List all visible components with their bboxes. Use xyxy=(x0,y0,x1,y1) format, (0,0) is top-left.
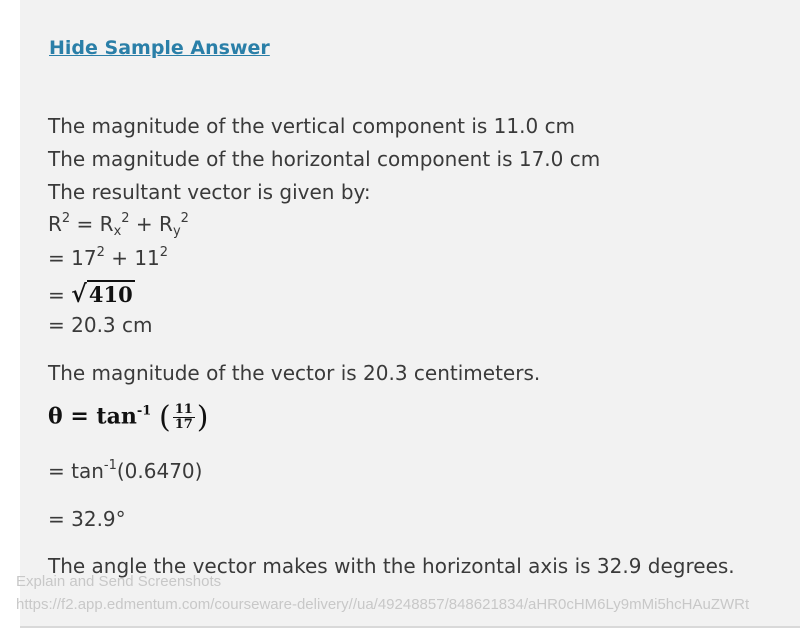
angle-value: = 32.9° xyxy=(48,507,126,531)
theta-equation: $\theta = \tan^{-1}$ ( $\frac{11}{17}$ ) xyxy=(48,400,209,435)
conclusion-text: The angle the vector makes with the horizontal axis is 32.9 degrees. xyxy=(48,554,735,578)
screenshot-caption-overlay: Explain and Send Screenshots xyxy=(16,573,222,590)
vertical-component-text: The magnitude of the vertical component is 11.0 cm xyxy=(48,114,576,138)
url-overlay: https://f2.app.edmentum.com/courseware-delivery//ua/49248857/848621834/aHR0cHM6Ly9mMi5hcHAuZWRt xyxy=(16,596,750,613)
resultant-value: = 20.3 cm xyxy=(48,313,153,337)
resultant-equation: $R^2 = R_x^2 + R_y^2$ xyxy=(48,211,189,239)
resultant-intro-text: The resultant vector is given by: xyxy=(48,180,371,204)
magnitude-statement: The magnitude of the vector is 20.3 centimeters. xyxy=(48,361,541,385)
hide-sample-answer-link[interactable]: Hide Sample Answer xyxy=(49,37,270,59)
square-root: √410 xyxy=(71,279,133,308)
tan-value: = $\tan^{-1}(0.6470)$ xyxy=(48,458,203,483)
sqrt-equation: = √410 xyxy=(48,279,133,308)
fraction: $\frac{11}{17}$ xyxy=(174,402,193,432)
squares-equation: = $17^2 + 11^2$ xyxy=(48,245,169,270)
horizontal-component-text: The magnitude of the horizontal component is 17.0 cm xyxy=(48,147,601,171)
